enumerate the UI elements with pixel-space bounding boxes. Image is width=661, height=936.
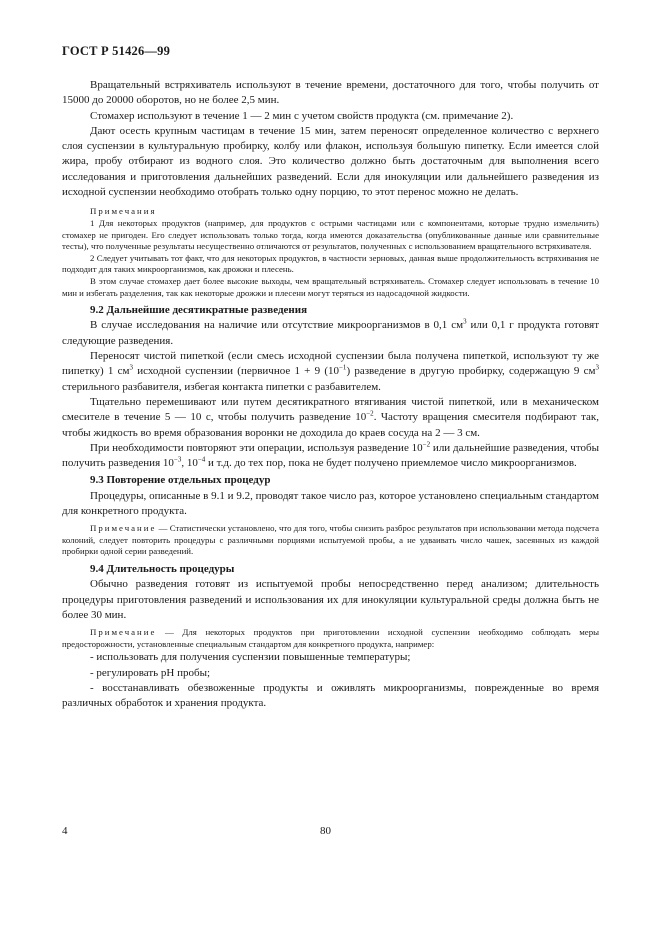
paragraph: Стомахер используют в течение 1 — 2 мин с учетом свойств продукта (см. примечание 2). [90,109,514,122]
section-heading: 9.4 Длительность процедуры [90,563,235,576]
document-header: ГОСТ Р 51426—99 [62,44,171,58]
list-item: - регулировать рН пробы; [90,666,211,679]
note-item: 2 Следует учитывать тот факт, что для некоторых продуктов, в частности зерновых, данная выше продолжительность встряхивания не подходит для таких микроорганизмов, как дрожжи и плесень. [62,252,599,275]
paragraph: Обычно разведения готовят из испытуемой пробы непосредственно перед анализом; длительность процедуры приготовления разведений и использования их для инокуляции культуральной среды должна быть не более 30 мин. [62,578,599,621]
page-content [62,78,599,712]
note-item: В этом случае стомахер дает более высокие выходы, чем вращательный встряхиватель. Стомахер следует использовать в течение 10 мин и избегать разделения, так как некоторые дрожжи и плесени могут теряться из надосадочной жидкости. [62,275,599,298]
note-item: Примечание — Для некоторых продуктов при приготовлении исходной суспензии необходимо соблюдать меры предосторожности, установленные специальным стандартом для конкретного продукта, например: [62,627,599,649]
paragraph: Процедуры, описанные в 9.1 и 9.2, проводят такое число раз, которое установлено специальным стандартом для конкретного продукта. [62,489,599,517]
note-label: Примечание [90,523,157,534]
section-heading: 9.2 Дальнейшие десятикратные разведения [90,304,308,317]
note-label: Примечание [90,627,157,638]
list-item: - использовать для получения суспензии повышенные температуры; [90,651,411,664]
page-number-left: 4 [62,825,68,837]
paragraph: Дают осесть крупным частицам в течение 15 мин, затем переносят определенное количество с верхнего слоя суспензии в культуральную пробирку, колбу или флакон, используя большую пипетку. Если имеется слой жира, пробу отбирают из водного слоя. Это количество должно быть достаточным для выполнения всего исследования и приготовления дальнейших разведений. Если для инокуляции или дальнейшего разведения из исходной суспензии необходимо отобрать только одну порцию, то этот перенос можно не делать. [62,124,599,199]
paragraph: При необходимости повторяют эти операции, используя разведение $10^{-2}$ или дальнейшие разведения, чтобы получить разведения $10^{-3}$, $10^{-4}$ и т.д. до тех пор, пока не будет получено приемлемое число микроорганизмов. [62,440,599,470]
paragraph: В случае исследования на наличие или отсутствие микроорганизмов в 0,1 $см^3$ или 0,1 г продукта готовят следующие разведения. [62,317,600,347]
paragraph: Вращательный встряхиватель используют в течение времени, достаточного для того, чтобы получить от 15000 до 20000 оборотов, но не более 2,5 мин. [62,79,599,107]
paragraph: Тщательно перемешивают или путем десятикратного втягивания чистой пипеткой, или в механическом смесителе в течение 5 — 10 с, чтобы получить разведение $10^{-2}$. Частоту вращения смесителя подбирают так, чтобы жидкость во время образования воронки не доходила до краев сосуда на 2 — 3 см. [62,395,599,439]
list-item: - восстанавливать обезвоженные продукты и оживлять микроорганизмы, поврежденные во время различных обработок и хранения продукта. [62,682,599,710]
page-number-center: 80 [320,825,331,837]
paragraph: Переносят чистой пипеткой (если смесь исходной суспензии была получена пипеткой, используют ту же пипетку) 1 $см^3$ исходной суспензии (первичное 1 + 9 $(10^{-1})$ разведение в другую пробирку, содержащую 9 $см^3$ стерильного разбавителя, избегая контакта пипетки с разбавителем. [62,350,599,393]
note-item: Примечание — Статистически установлено, что для того, чтобы снизить разброс результатов при использовании метода подсчета колоний, следует повторить процедуры с различными порциями испытуемой пробы, а не удваивать число чашек, засеянных из каждой пробирки одной серии разведений. [62,523,599,557]
note-item: 1 Для некоторых продуктов (например, для продуктов с острыми частицами или с компонентами, которые трудно измельчить) стомахер не пригоден. Его следует использовать только тогда, когда имеются доказательства (опубликованные данные или сравнительные тесты), что полученные результаты несущественно отличаются от результатов, полученных с использованием вращательного встряхивателя. [62,217,599,252]
notes-title: Примечания [90,206,157,217]
section-heading: 9.3 Повторение отдельных процедур [90,474,271,487]
